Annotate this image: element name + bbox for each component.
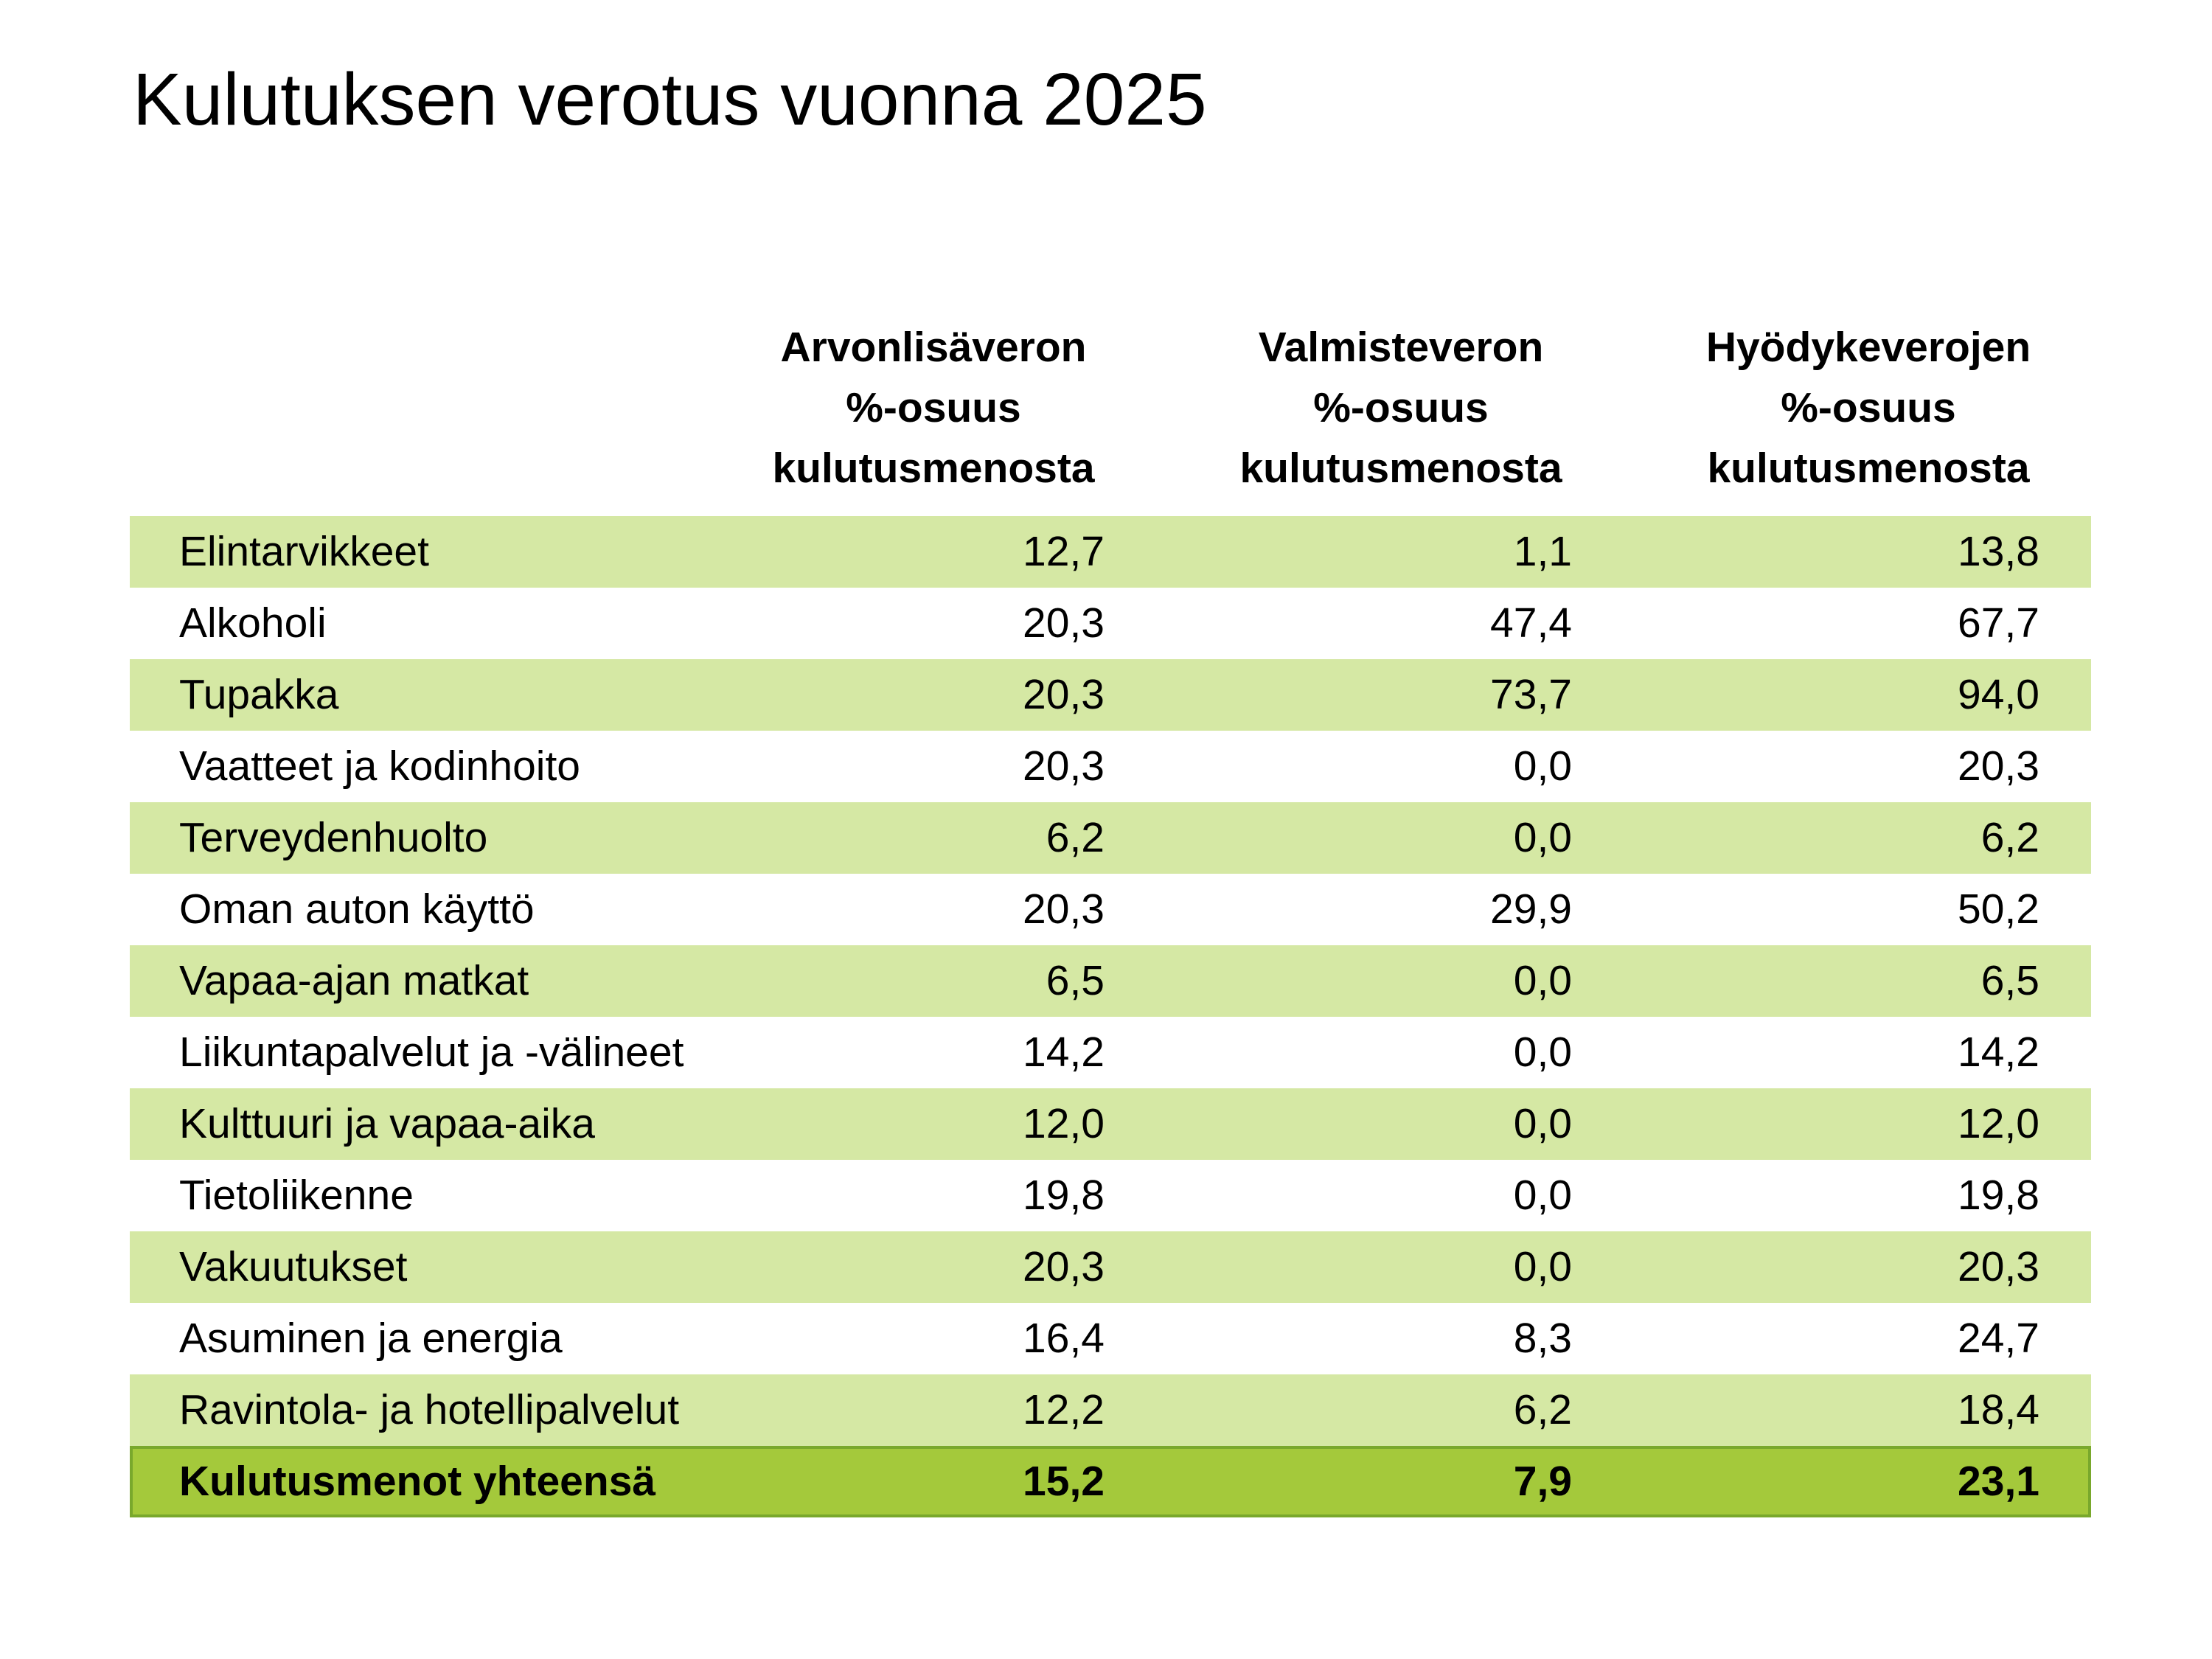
- header-commodity-line2: %-osuus: [1781, 384, 1956, 431]
- page-title: Kulutuksen verotus vuonna 2025: [133, 58, 1207, 141]
- header-vat-line1: Arvonlisäveron: [780, 324, 1087, 371]
- excise-value: 0,0: [1513, 1172, 1572, 1219]
- header-commodity-line3: kulutusmenosta: [1707, 445, 2030, 492]
- total-value: 20,3: [1958, 742, 2039, 790]
- total-excise-value: 7,9: [1513, 1458, 1572, 1505]
- total-value: 24,7: [1958, 1315, 2039, 1362]
- vat-value: 20,3: [1023, 671, 1105, 718]
- row-label: Vakuutukset: [179, 1243, 408, 1290]
- table-row: [130, 659, 2091, 731]
- table-row: [130, 802, 2091, 874]
- excise-value: 0,0: [1513, 1029, 1572, 1076]
- total-value: 67,7: [1958, 599, 2039, 647]
- total-value: 19,8: [1958, 1172, 2039, 1219]
- total-value: 13,8: [1958, 528, 2039, 575]
- header-commodity: [1677, 317, 2060, 498]
- table-row: [130, 1017, 2091, 1088]
- vat-value: 14,2: [1023, 1029, 1105, 1076]
- vat-value: 20,3: [1023, 742, 1105, 790]
- header-excise-line2: %-osuus: [1313, 384, 1489, 431]
- total-row-label: Kulutusmenot yhteensä: [179, 1458, 656, 1505]
- total-row: [130, 1446, 2091, 1517]
- row-label: Kulttuuri ja vapaa-aika: [179, 1100, 595, 1147]
- vat-value: 20,3: [1023, 886, 1105, 933]
- vat-value: 6,2: [1046, 814, 1105, 861]
- excise-value: 0,0: [1513, 814, 1572, 861]
- table-row: [130, 874, 2091, 945]
- header-vat-line3: kulutusmenosta: [772, 445, 1095, 492]
- header-excise-line3: kulutusmenosta: [1239, 445, 1562, 492]
- table-row: [130, 1303, 2091, 1374]
- vat-value: 19,8: [1023, 1172, 1105, 1219]
- total-value: 94,0: [1958, 671, 2039, 718]
- total-value: 18,4: [1958, 1386, 2039, 1433]
- table-row: [130, 1088, 2091, 1160]
- vat-value: 20,3: [1023, 599, 1105, 647]
- table-row: [130, 945, 2091, 1017]
- table-row: [130, 588, 2091, 659]
- table-row: [130, 1231, 2091, 1303]
- header-excise: [1209, 317, 1593, 498]
- header-commodity-line1: Hyödykeverojen: [1705, 324, 2031, 371]
- table-row: [130, 1160, 2091, 1231]
- vat-value: 20,3: [1023, 1243, 1105, 1290]
- table-body: [130, 516, 2091, 1517]
- row-label: Terveydenhuolto: [179, 814, 488, 861]
- row-label: Asuminen ja energia: [179, 1315, 563, 1362]
- row-label: Alkoholi: [179, 599, 327, 647]
- row-label: Elintarvikkeet: [179, 528, 429, 575]
- excise-value: 0,0: [1513, 742, 1572, 790]
- row-label: Vapaa-ajan matkat: [179, 957, 529, 1004]
- total-value: 14,2: [1958, 1029, 2039, 1076]
- total-value: 6,2: [1980, 814, 2039, 861]
- header-vat-line2: %-osuus: [846, 384, 1021, 431]
- total-vat-value: 15,2: [1023, 1458, 1105, 1505]
- row-label: Vaatteet ja kodinhoito: [179, 742, 581, 790]
- header-excise-line1: Valmisteveron: [1258, 324, 1544, 371]
- vat-value: 12,0: [1023, 1100, 1105, 1147]
- excise-value: 8,3: [1513, 1315, 1572, 1362]
- total-total-value: 23,1: [1958, 1458, 2039, 1505]
- row-label: Oman auton käyttö: [179, 886, 535, 933]
- total-value: 20,3: [1958, 1243, 2039, 1290]
- table-row: [130, 731, 2091, 802]
- vat-value: 16,4: [1023, 1315, 1105, 1362]
- vat-value: 12,2: [1023, 1386, 1105, 1433]
- excise-value: 47,4: [1490, 599, 1572, 647]
- total-value: 6,5: [1980, 957, 2039, 1004]
- excise-value: 0,0: [1513, 1100, 1572, 1147]
- excise-value: 0,0: [1513, 1243, 1572, 1290]
- row-label: Tupakka: [179, 671, 339, 718]
- excise-value: 1,1: [1513, 528, 1572, 575]
- table-row: [130, 1374, 2091, 1446]
- row-label: Liikuntapalvelut ja -välineet: [179, 1029, 684, 1076]
- excise-value: 73,7: [1490, 671, 1572, 718]
- total-value: 50,2: [1958, 886, 2039, 933]
- excise-value: 0,0: [1513, 957, 1572, 1004]
- table-row: [130, 516, 2091, 588]
- row-label: Ravintola- ja hotellipalvelut: [179, 1386, 680, 1433]
- table-header: [130, 310, 2091, 516]
- row-label: Tietoliikenne: [179, 1172, 414, 1219]
- vat-value: 12,7: [1023, 528, 1105, 575]
- vat-value: 6,5: [1046, 957, 1105, 1004]
- excise-value: 6,2: [1513, 1386, 1572, 1433]
- tax-table: [130, 310, 2091, 1517]
- excise-value: 29,9: [1490, 886, 1572, 933]
- total-value: 12,0: [1958, 1100, 2039, 1147]
- header-vat: [742, 317, 1125, 498]
